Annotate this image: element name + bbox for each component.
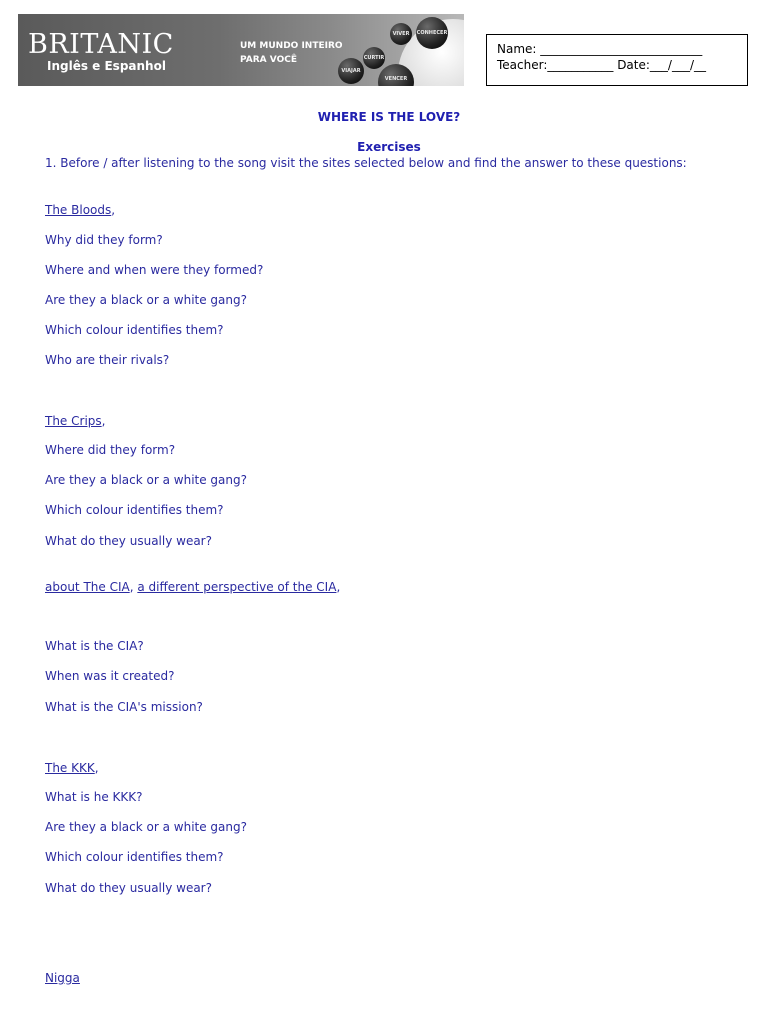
name-line: Name: ___________________________ <box>497 42 703 56</box>
ball-curtir: CURTIR <box>363 47 385 69</box>
kkk-question-2: Are they a black or a white gang? <box>45 820 247 834</box>
teacher-date-line: Teacher:___________ Date:___/___/__ <box>497 58 707 72</box>
student-info-box <box>486 34 748 86</box>
crips-heading: The Crips, <box>45 414 106 428</box>
cia-heading: about The CIA, a different perspective of the CIA, <box>45 580 341 594</box>
bloods-question-1: Why did they form? <box>45 233 163 247</box>
britanic-banner <box>18 14 464 86</box>
ball-viver: VIVER <box>390 23 412 45</box>
ball-vencer: VENCER <box>378 64 414 86</box>
kkk-link[interactable]: The KKK <box>45 761 95 775</box>
crips-link[interactable]: The Crips <box>45 414 102 428</box>
intro-instructions: 1. Before / after listening to the song visit the sites selected below and find the answer to these questions: <box>45 156 687 170</box>
bloods-question-3: Are they a black or a white gang? <box>45 293 247 307</box>
bloods-question-5: Who are their rivals? <box>45 353 170 367</box>
crips-question-4: What do they usually wear? <box>45 534 212 548</box>
nigga-link[interactable]: Nigga <box>45 971 80 985</box>
crips-question-2: Are they a black or a white gang? <box>45 473 247 487</box>
nigga-heading <box>45 970 80 986</box>
bloods-question-4: Which colour identifies them? <box>45 323 224 337</box>
ball-conhecer: CONHECER <box>416 17 448 49</box>
cia-perspective-link[interactable]: a different perspective of the CIA <box>137 580 337 594</box>
ball-viajar: VIAJAR <box>338 58 364 84</box>
crips-question-3: Which colour identifies them? <box>45 503 224 517</box>
bloods-link[interactable]: The Bloods <box>45 203 112 217</box>
kkk-question-3: Which colour identifies them? <box>45 850 224 864</box>
exercises-heading: Exercises <box>357 140 421 154</box>
bloods-question-2: Where and when were they formed? <box>45 263 264 277</box>
bloods-heading: The Bloods, <box>45 203 116 217</box>
brand-subtitle: Inglês e Espanhol <box>47 59 166 73</box>
banner-slogan: UM MUNDO INTEIRO PARA VOCÊ <box>240 41 343 65</box>
kkk-heading: The KKK, <box>45 761 99 775</box>
crips-question-1: Where did they form? <box>45 443 176 457</box>
cia-question-3: What is the CIA's mission? <box>45 700 203 714</box>
cia-question-2: When was it created? <box>45 669 175 683</box>
brand-logo-text: BRITANIC <box>28 29 174 60</box>
kkk-question-1: What is he KKK? <box>45 790 143 804</box>
about-cia-link[interactable]: about The CIA <box>45 580 130 594</box>
cia-question-1: What is the CIA? <box>45 639 144 653</box>
page-title: WHERE IS THE LOVE? <box>317 110 461 124</box>
kkk-question-4: What do they usually wear? <box>45 881 212 895</box>
